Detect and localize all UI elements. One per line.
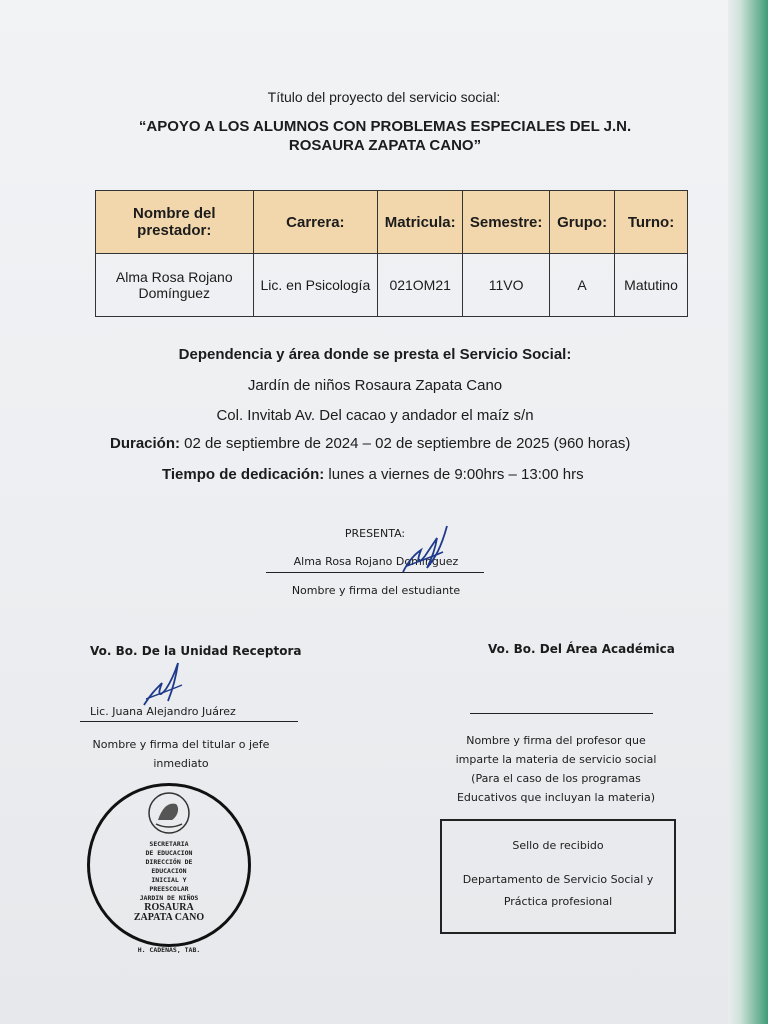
vobo-area: Vo. Bo. Del Área Académica <box>488 642 675 656</box>
box-title: Sello de recibido <box>512 839 604 852</box>
titular-caption-line-2: inmediato <box>153 757 209 770</box>
profesor-caption-line-3: (Para el caso de los programas <box>471 772 641 785</box>
project-title <box>90 117 680 155</box>
background-edge <box>728 0 768 1024</box>
seal-line: DIRECCIÓN DE <box>145 858 193 866</box>
seal-emblem-icon <box>146 790 192 836</box>
header-nombre: Nombre del prestador: <box>96 191 254 254</box>
seal-line: DE EDUCACION <box>145 849 193 857</box>
cell-nombre: Alma Rosa Rojano Domínguez <box>96 254 254 317</box>
titular-signature-line <box>80 721 298 722</box>
cell-turno: Matutino <box>615 254 688 317</box>
dependencia-heading: Dependencia y área donde se presta el Servicio Social: <box>178 346 572 363</box>
student-signature-icon <box>395 520 455 580</box>
profesor-caption-line-2: imparte la materia de servicio social <box>455 753 657 766</box>
seal-line: JARDIN DE NIÑOS <box>139 894 199 902</box>
header-matricula: Matricula: <box>378 191 463 254</box>
vobo-unidad: Vo. Bo. De la Unidad Receptora <box>90 644 302 658</box>
header-carrera: Carrera: <box>253 191 378 254</box>
student-info-table <box>95 190 688 317</box>
tiempo-label: Tiempo de dedicación: <box>162 466 325 483</box>
project-title-line-2: ROSAURA ZAPATA CANO” <box>288 137 482 154</box>
seal-line: PREESCOLAR <box>149 885 189 893</box>
tiempo-line <box>162 466 742 483</box>
box-department <box>442 869 674 913</box>
cell-semestre: 11VO <box>463 254 550 317</box>
profesor-caption-line-1: Nombre y firma del profesor que <box>466 734 646 747</box>
table-row <box>96 254 688 317</box>
received-stamp-box <box>440 819 676 934</box>
seal-line: EDUCACION <box>151 867 187 875</box>
seal-bottom-text: H. CADENAS, TAB. <box>137 946 201 954</box>
duracion-line <box>110 435 750 452</box>
tiempo-value: lunes a viernes de 9:00hrs – 13:00 hrs <box>324 466 584 483</box>
dependencia-name: Jardín de niños Rosaura Zapata Cano <box>247 377 503 394</box>
seal-line: SECRETARIA <box>149 840 189 848</box>
box-line-2: Práctica profesional <box>503 895 613 908</box>
cell-grupo: A <box>550 254 615 317</box>
seal-line: INICIAL Y <box>151 876 187 884</box>
cell-carrera: Lic. en Psicología <box>253 254 378 317</box>
official-seal <box>87 783 251 947</box>
profesor-signature-line <box>470 713 653 714</box>
seal-school-1: ROSAURA <box>144 902 194 913</box>
student-caption: Nombre y firma del estudiante <box>291 584 461 597</box>
cell-matricula: 021OM21 <box>378 254 463 317</box>
project-title-label: Título del proyecto del servicio social: <box>267 89 501 105</box>
duracion-value: 02 de septiembre de 2024 – 02 de septiembre de 2025 (960 horas) <box>180 435 631 452</box>
seal-school-2: ZAPATA CANO <box>133 912 205 923</box>
student-name: Alma Rosa Rojano Domínguez <box>293 555 459 568</box>
duracion-label: Duración: <box>110 435 181 452</box>
profesor-caption-line-4: Educativos que incluyan la materia) <box>456 791 655 804</box>
presenta-label: PRESENTA: <box>344 527 406 540</box>
box-line-1: Departamento de Servicio Social y <box>462 873 654 886</box>
header-grupo: Grupo: <box>550 191 615 254</box>
titular-caption <box>75 735 287 773</box>
table-header-row <box>96 191 688 254</box>
profesor-caption <box>440 731 672 807</box>
header-turno: Turno: <box>615 191 688 254</box>
header-semestre: Semestre: <box>463 191 550 254</box>
titular-caption-line-1: Nombre y firma del titular o jefe <box>92 738 270 751</box>
titular-name: Lic. Juana Alejandro Juárez <box>90 705 236 718</box>
seal-text <box>110 840 228 923</box>
project-title-line-1: “APOYO A LOS ALUMNOS CON PROBLEMAS ESPECIALES DEL J.N. <box>138 118 632 135</box>
dependencia-address: Col. Invitab Av. Del cacao y andador el maíz s/n <box>216 407 534 424</box>
